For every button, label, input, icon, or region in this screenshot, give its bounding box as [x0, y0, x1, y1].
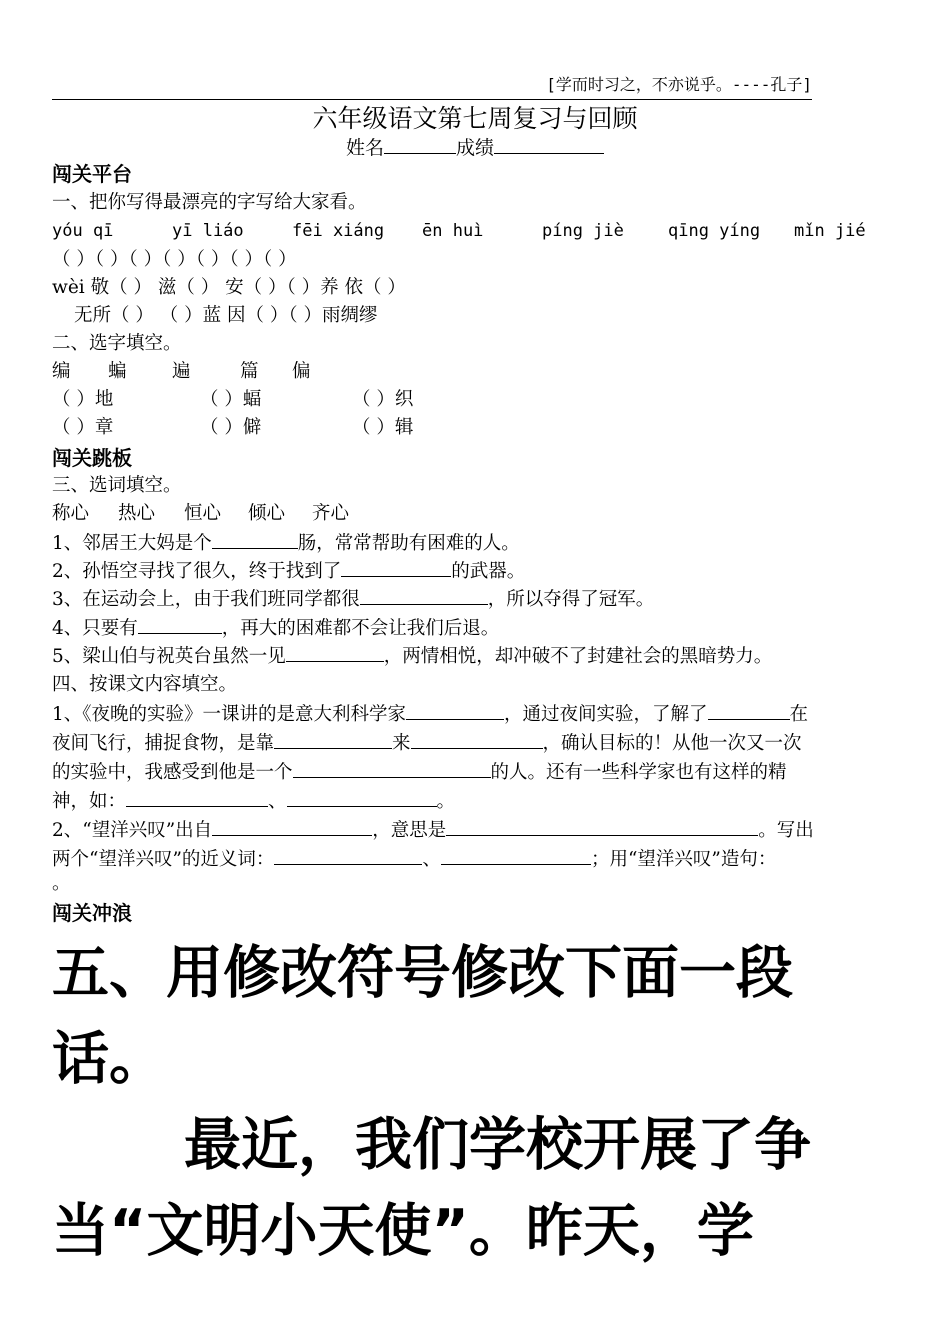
text-fill-line: 的实验中，我感受到他是一个 的人。还有一些科学家也有这样的精: [52, 758, 902, 786]
edit-paragraph-line-2: 当“文明小天使”。昨天，学: [52, 1198, 754, 1264]
char-fill-item[interactable]: （ ）辑: [352, 417, 414, 438]
word-option: 恒心: [184, 503, 222, 524]
pinyin-item: qīng yíng: [668, 221, 761, 241]
answer-blank[interactable]: [274, 845, 422, 865]
char-option: 编: [52, 361, 71, 382]
answer-blank[interactable]: [287, 787, 437, 807]
word-fill-item: 1、邻居王大妈是个 肠，常常帮助有困难的人。: [52, 529, 902, 557]
answer-brackets-row[interactable]: （ ）（ ）（ ）（ ）（ ）（ ）（ ）: [52, 249, 297, 270]
answer-blank[interactable]: [406, 700, 504, 720]
question-4-heading: 四、按课文内容填空。: [52, 674, 238, 695]
answer-blank[interactable]: [293, 758, 491, 778]
char-fill-item[interactable]: （ ）章: [52, 417, 114, 438]
question-5-heading-line-1: 五、用修改符号修改下面一段: [52, 940, 793, 1006]
word-fill-item: 3、在运动会上，由于我们班同学都很 ，所以夺得了冠军。: [52, 585, 902, 613]
answer-blank[interactable]: [446, 816, 758, 836]
answer-blank[interactable]: [411, 729, 543, 749]
text-fill-line: 2、“望洋兴叹”出自 ，意思是 。写出: [52, 816, 902, 844]
pinyin-item: mǐn jié: [794, 221, 866, 241]
answer-blank[interactable]: [274, 729, 392, 749]
page-title: 六年级语文第七周复习与回顾: [312, 104, 638, 133]
answer-blank[interactable]: [138, 614, 222, 634]
answer-blank[interactable]: [341, 557, 451, 577]
char-option: 遍: [172, 361, 191, 382]
idiom-fill-row-1[interactable]: wèi 敬（ ） 滋（ ） 安（ ）（ ）养 依（ ）: [52, 277, 406, 298]
idiom-fill-row-2[interactable]: 无所（ ） （ ）蓝 因（ ）（ ）雨绸缪: [74, 305, 378, 326]
char-fill-item[interactable]: （ ）织: [352, 389, 414, 410]
word-fill-item: 4、只要有 ，再大的困难都不会让我们后退。: [52, 614, 902, 642]
pinyin-item: fēi xiáng: [292, 221, 385, 241]
score-label: 成绩: [456, 137, 495, 159]
question-3-heading: 三、选词填空。: [52, 475, 182, 496]
char-option: 偏: [292, 361, 311, 382]
name-label: 姓名: [345, 137, 384, 159]
char-option: 蝙: [108, 361, 127, 382]
text-fill-line: 神，如： 、 。: [52, 787, 902, 815]
header-quote: [学而时习之，不亦说乎。----孔子]: [52, 73, 812, 100]
answer-blank[interactable]: [286, 642, 384, 662]
text-fill-line: 两个“望洋兴叹”的近义词： 、 ；用“望洋兴叹”造句：: [52, 845, 902, 873]
question-1-heading: 一、把你写得最漂亮的字写给大家看。: [52, 192, 367, 213]
word-fill-item: 2、孙悟空寻找了很久，终于找到了 的武器。: [52, 557, 902, 585]
answer-blank[interactable]: [212, 816, 372, 836]
edit-paragraph-line-1: 最近，我们学校开展了争: [184, 1112, 811, 1178]
section-heading-springboard: 闯关跳板: [52, 446, 132, 470]
answer-blank[interactable]: [708, 700, 790, 720]
word-option: 称心: [52, 503, 90, 524]
section-heading-platform: 闯关平台: [52, 162, 132, 186]
word-fill-item: 5、梁山伯与祝英台虽然一见 ，两情相悦，却冲破不了封建社会的黑暗势力。: [52, 642, 902, 670]
word-option: 倾心: [248, 503, 286, 524]
pinyin-item: yī liáo: [172, 221, 244, 241]
name-blank[interactable]: [384, 134, 456, 154]
answer-blank[interactable]: [441, 845, 591, 865]
score-blank[interactable]: [494, 134, 604, 154]
answer-blank[interactable]: [360, 585, 488, 605]
answer-blank[interactable]: [212, 529, 298, 549]
name-score-line: [0, 134, 950, 160]
pinyin-item: píng jiè: [542, 221, 624, 241]
text-fill-line: 夜间飞行，捕捉食物，是靠 来 ，确认目标的！从他一次又一次: [52, 729, 902, 757]
char-option: 篇: [240, 361, 259, 382]
question-5-heading-line-2: 话。: [52, 1026, 166, 1092]
char-fill-item[interactable]: （ ）地: [52, 389, 114, 410]
question-2-heading: 二、选字填空。: [52, 333, 182, 354]
word-option: 齐心: [312, 503, 350, 524]
text-fill-line-end: 。: [52, 873, 71, 894]
section-heading-surfing: 闯关冲浪: [52, 901, 132, 925]
char-fill-item[interactable]: （ ）僻: [200, 417, 262, 438]
pinyin-item: ēn huì: [422, 221, 484, 241]
answer-blank[interactable]: [126, 787, 268, 807]
char-fill-item[interactable]: （ ）蝠: [200, 389, 262, 410]
word-option: 热心: [118, 503, 156, 524]
pinyin-item: yóu qī: [52, 221, 114, 241]
text-fill-line: 1、《夜晚的实验》一课讲的是意大利科学家 ，通过夜间实验，了解了 在: [52, 700, 902, 728]
